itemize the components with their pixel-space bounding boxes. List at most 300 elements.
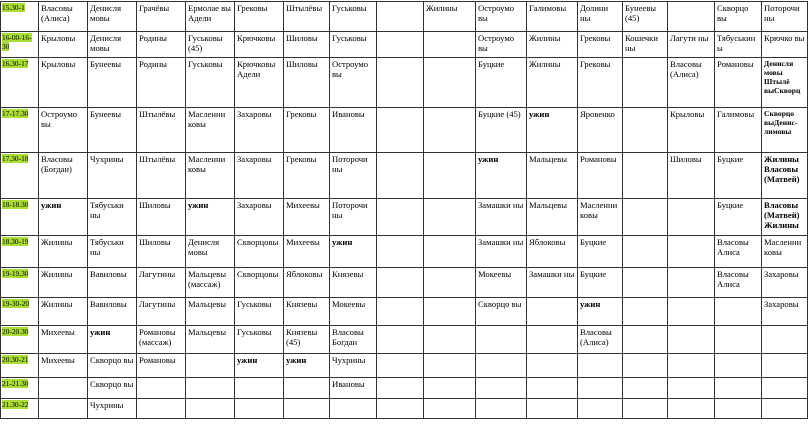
- table-cell[interactable]: [762, 378, 808, 399]
- table-cell[interactable]: [424, 326, 476, 354]
- table-cell[interactable]: [330, 298, 377, 326]
- time-slot-label: 20.30-21: [2, 355, 29, 364]
- cell-text: Лагути ны: [670, 33, 709, 43]
- cell-text: Яровенко: [580, 109, 615, 119]
- table-cell[interactable]: [578, 298, 623, 326]
- table-cell[interactable]: [476, 298, 527, 326]
- time-slot-label: 19-30-20: [2, 299, 30, 308]
- table-cell[interactable]: [137, 354, 186, 378]
- table-cell[interactable]: [284, 378, 330, 399]
- cell-text: Поторочи ны: [332, 200, 368, 220]
- time-slot-cell[interactable]: [1, 236, 39, 268]
- cell-text: Остроумо вы: [41, 109, 78, 129]
- table-cell[interactable]: [235, 32, 284, 58]
- table-cell[interactable]: [330, 2, 377, 32]
- table-cell[interactable]: [424, 399, 476, 419]
- table-cell[interactable]: [186, 399, 235, 419]
- table-cell[interactable]: [88, 354, 137, 378]
- table-cell[interactable]: [137, 2, 186, 32]
- table-cell[interactable]: [623, 32, 668, 58]
- time-slot-label: 21.30-22: [2, 400, 29, 409]
- time-slot-cell[interactable]: [1, 153, 39, 199]
- table-cell[interactable]: [39, 153, 88, 199]
- table-cell[interactable]: [284, 2, 330, 32]
- table-cell[interactable]: [715, 58, 762, 108]
- table-cell[interactable]: [476, 199, 527, 236]
- table-cell[interactable]: [623, 326, 668, 354]
- table-cell[interactable]: [39, 2, 88, 32]
- table-cell[interactable]: [88, 326, 137, 354]
- table-cell[interactable]: [137, 58, 186, 108]
- cell-text: Гуськовы: [237, 299, 272, 309]
- table-cell[interactable]: [235, 378, 284, 399]
- table-cell[interactable]: [762, 153, 808, 199]
- table-cell[interactable]: [284, 199, 330, 236]
- table-cell[interactable]: [377, 399, 424, 419]
- cell-text: Замашки ны: [478, 200, 524, 210]
- table-cell[interactable]: [527, 298, 578, 326]
- time-slot-cell[interactable]: [1, 199, 39, 236]
- cell-text: Вавиловы: [90, 299, 127, 309]
- table-cell[interactable]: [668, 58, 715, 108]
- table-cell[interactable]: [623, 268, 668, 298]
- table-cell[interactable]: [330, 32, 377, 58]
- table-cell[interactable]: [762, 326, 808, 354]
- table-cell[interactable]: [377, 268, 424, 298]
- table-cell[interactable]: [578, 378, 623, 399]
- table-cell[interactable]: [578, 236, 623, 268]
- table-cell[interactable]: [527, 354, 578, 378]
- table-cell[interactable]: [668, 108, 715, 153]
- table-cell[interactable]: [137, 153, 186, 199]
- table-cell[interactable]: [88, 236, 137, 268]
- cell-text: Гуськовы: [237, 327, 272, 337]
- cell-text: Шиловы: [286, 59, 318, 69]
- table-cell[interactable]: [476, 2, 527, 32]
- table-cell[interactable]: [762, 108, 808, 153]
- table-cell[interactable]: [527, 326, 578, 354]
- table-cell[interactable]: [330, 153, 377, 199]
- table-cell[interactable]: [623, 2, 668, 32]
- table-cell[interactable]: [623, 108, 668, 153]
- table-cell[interactable]: [668, 378, 715, 399]
- cell-text: Буцкие: [580, 269, 607, 279]
- table-cell[interactable]: [235, 153, 284, 199]
- cell-text: Ивановы: [332, 109, 365, 119]
- cell-text: Жилины: [41, 269, 73, 279]
- table-cell[interactable]: [578, 153, 623, 199]
- table-cell[interactable]: [284, 268, 330, 298]
- table-cell[interactable]: [424, 32, 476, 58]
- table-cell[interactable]: [715, 326, 762, 354]
- table-cell[interactable]: [330, 399, 377, 419]
- table-cell[interactable]: [284, 58, 330, 108]
- table-cell[interactable]: [39, 236, 88, 268]
- table-cell[interactable]: [762, 2, 808, 32]
- table-cell[interactable]: [330, 199, 377, 236]
- time-slot-cell[interactable]: [1, 2, 39, 32]
- table-cell[interactable]: [330, 108, 377, 153]
- cell-text: Романовы (массаж): [139, 327, 176, 347]
- table-cell[interactable]: [377, 32, 424, 58]
- table-cell[interactable]: [476, 32, 527, 58]
- table-cell[interactable]: [284, 298, 330, 326]
- table-cell[interactable]: [715, 298, 762, 326]
- table-cell[interactable]: [284, 354, 330, 378]
- table-cell[interactable]: [186, 32, 235, 58]
- table-cell[interactable]: [424, 236, 476, 268]
- cell-text: Долини ны: [580, 3, 609, 23]
- table-cell[interactable]: [39, 199, 88, 236]
- table-cell[interactable]: [235, 58, 284, 108]
- table-cell[interactable]: [623, 399, 668, 419]
- cell-text: Жилины: [41, 237, 73, 247]
- schedule-table: [0, 1, 808, 419]
- table-cell[interactable]: [330, 326, 377, 354]
- table-cell[interactable]: [424, 58, 476, 108]
- time-slot-cell[interactable]: [1, 58, 39, 108]
- table-cell[interactable]: [88, 399, 137, 419]
- cell-text: Бунеевы: [90, 109, 122, 119]
- cell-text: Мальцевы: [188, 299, 226, 309]
- table-cell[interactable]: [186, 354, 235, 378]
- table-cell[interactable]: [186, 2, 235, 32]
- cell-text: Буцкие: [717, 200, 744, 210]
- table-cell[interactable]: [668, 2, 715, 32]
- table-cell[interactable]: [330, 268, 377, 298]
- table-cell[interactable]: [137, 399, 186, 419]
- table-cell[interactable]: [137, 32, 186, 58]
- cell-text: Крыловы: [41, 33, 76, 43]
- table-cell[interactable]: [715, 153, 762, 199]
- table-cell[interactable]: [424, 153, 476, 199]
- table-cell[interactable]: [39, 298, 88, 326]
- cell-text: ужин: [580, 299, 601, 309]
- cell-text: Поторочи ны: [332, 154, 368, 174]
- table-cell[interactable]: [623, 153, 668, 199]
- cell-text: Гуськовы: [332, 3, 367, 13]
- table-cell[interactable]: [715, 399, 762, 419]
- table-cell[interactable]: [527, 236, 578, 268]
- table-cell[interactable]: [235, 298, 284, 326]
- table-cell[interactable]: [186, 378, 235, 399]
- cell-text: Мальцевы: [188, 327, 226, 337]
- table-cell[interactable]: [235, 354, 284, 378]
- table-cell[interactable]: [137, 326, 186, 354]
- table-cell[interactable]: [137, 378, 186, 399]
- table-cell[interactable]: [39, 32, 88, 58]
- table-cell[interactable]: [623, 298, 668, 326]
- table-row: [1, 153, 808, 199]
- table-cell[interactable]: [668, 298, 715, 326]
- cell-text: Жилины Власовы (Матвей): [764, 154, 800, 184]
- table-cell[interactable]: [668, 268, 715, 298]
- table-cell[interactable]: [186, 108, 235, 153]
- table-cell[interactable]: [330, 58, 377, 108]
- table-cell[interactable]: [762, 354, 808, 378]
- cell-text: Мальцевы (массаж): [188, 269, 226, 289]
- table-cell[interactable]: [715, 378, 762, 399]
- table-cell[interactable]: [668, 326, 715, 354]
- table-cell[interactable]: [762, 268, 808, 298]
- table-cell[interactable]: [668, 399, 715, 419]
- table-cell[interactable]: [235, 268, 284, 298]
- table-cell[interactable]: [762, 199, 808, 236]
- table-cell[interactable]: [424, 354, 476, 378]
- cell-text: Князевы (45): [286, 327, 318, 347]
- table-cell[interactable]: [476, 108, 527, 153]
- cell-text: Мокеевы: [332, 299, 366, 309]
- cell-text: Князевы: [332, 269, 364, 279]
- cell-text: Штылёвы: [139, 154, 176, 164]
- table-cell[interactable]: [377, 298, 424, 326]
- table-cell[interactable]: [88, 153, 137, 199]
- table-cell[interactable]: [424, 298, 476, 326]
- table-cell[interactable]: [284, 32, 330, 58]
- table-cell[interactable]: [39, 399, 88, 419]
- table-cell[interactable]: [527, 399, 578, 419]
- time-slot-cell[interactable]: [1, 298, 39, 326]
- table-cell[interactable]: [476, 399, 527, 419]
- time-slot-cell[interactable]: [1, 326, 39, 354]
- table-cell[interactable]: [88, 108, 137, 153]
- table-cell[interactable]: [377, 354, 424, 378]
- cell-text: Крючко вы: [764, 33, 805, 43]
- table-row: [1, 32, 808, 58]
- table-cell[interactable]: [235, 326, 284, 354]
- cell-text: Масленни ковы: [188, 109, 226, 129]
- table-cell[interactable]: [578, 58, 623, 108]
- table-cell[interactable]: [623, 354, 668, 378]
- table-cell[interactable]: [424, 199, 476, 236]
- table-cell[interactable]: [578, 354, 623, 378]
- table-cell[interactable]: [578, 108, 623, 153]
- table-cell[interactable]: [668, 199, 715, 236]
- table-cell[interactable]: [668, 32, 715, 58]
- table-cell[interactable]: [235, 108, 284, 153]
- table-cell[interactable]: [377, 378, 424, 399]
- table-cell[interactable]: [137, 236, 186, 268]
- cell-text: Денисля мовы Штылё выСкворц: [764, 59, 801, 95]
- table-cell[interactable]: [476, 354, 527, 378]
- cell-text: Замашки ны: [529, 269, 575, 279]
- table-cell[interactable]: [330, 236, 377, 268]
- table-cell[interactable]: [186, 58, 235, 108]
- table-row: [1, 378, 808, 399]
- table-cell[interactable]: [476, 378, 527, 399]
- cell-text: Мальцевы: [529, 200, 567, 210]
- cell-text: Шиловы: [670, 154, 702, 164]
- table-row: [1, 399, 808, 419]
- table-cell[interactable]: [235, 199, 284, 236]
- cell-text: Грековы: [580, 59, 611, 69]
- table-cell[interactable]: [284, 153, 330, 199]
- table-cell[interactable]: [88, 268, 137, 298]
- cell-text: Кошечки ны: [625, 33, 658, 53]
- time-slot-label: 18.30-19: [2, 237, 29, 246]
- table-cell[interactable]: [39, 58, 88, 108]
- table-cell[interactable]: [527, 268, 578, 298]
- table-cell[interactable]: [476, 326, 527, 354]
- table-cell[interactable]: [715, 236, 762, 268]
- table-cell[interactable]: [762, 236, 808, 268]
- table-cell[interactable]: [186, 236, 235, 268]
- table-row: [1, 2, 808, 32]
- table-cell[interactable]: [623, 378, 668, 399]
- table-cell[interactable]: [284, 108, 330, 153]
- cell-text: Грачёвы: [139, 3, 170, 13]
- table-cell[interactable]: [330, 378, 377, 399]
- table-cell[interactable]: [578, 2, 623, 32]
- table-cell[interactable]: [668, 236, 715, 268]
- table-cell[interactable]: [476, 153, 527, 199]
- table-cell[interactable]: [377, 236, 424, 268]
- table-cell[interactable]: [137, 199, 186, 236]
- cell-text: Бунеевы: [90, 59, 122, 69]
- table-cell[interactable]: [424, 268, 476, 298]
- table-cell[interactable]: [527, 199, 578, 236]
- table-cell[interactable]: [623, 199, 668, 236]
- cell-text: Крючковы: [237, 33, 276, 43]
- table-cell[interactable]: [39, 326, 88, 354]
- table-cell[interactable]: [527, 2, 578, 32]
- cell-text: Романовы: [580, 154, 617, 164]
- table-cell[interactable]: [668, 354, 715, 378]
- time-slot-label: 21-21.30: [2, 379, 29, 388]
- cell-text: Крыловы: [670, 109, 705, 119]
- table-cell[interactable]: [715, 2, 762, 32]
- table-cell[interactable]: [186, 153, 235, 199]
- table-cell[interactable]: [424, 2, 476, 32]
- cell-text: Гуськовы: [332, 33, 367, 43]
- time-slot-cell[interactable]: [1, 108, 39, 153]
- cell-text: Шиловы: [139, 200, 171, 210]
- cell-text: Шиловы: [286, 33, 318, 43]
- table-cell[interactable]: [623, 58, 668, 108]
- table-cell[interactable]: [715, 199, 762, 236]
- table-cell[interactable]: [476, 58, 527, 108]
- table-cell[interactable]: [623, 236, 668, 268]
- table-cell[interactable]: [578, 199, 623, 236]
- table-cell[interactable]: [377, 108, 424, 153]
- cell-text: Князевы: [286, 299, 318, 309]
- table-cell[interactable]: [137, 268, 186, 298]
- table-cell[interactable]: [527, 153, 578, 199]
- table-cell[interactable]: [137, 298, 186, 326]
- cell-text: Власовы (Богдан): [41, 154, 73, 174]
- table-cell[interactable]: [186, 298, 235, 326]
- cell-text: Гуськовы (45): [188, 33, 223, 53]
- table-cell[interactable]: [88, 378, 137, 399]
- table-cell[interactable]: [424, 378, 476, 399]
- table-cell[interactable]: [527, 378, 578, 399]
- table-cell[interactable]: [527, 32, 578, 58]
- table-cell[interactable]: [39, 108, 88, 153]
- table-cell[interactable]: [88, 199, 137, 236]
- table-cell[interactable]: [668, 153, 715, 199]
- table-cell[interactable]: [88, 32, 137, 58]
- table-cell[interactable]: [235, 236, 284, 268]
- table-cell[interactable]: [476, 268, 527, 298]
- cell-text: Штылёвы: [139, 109, 176, 119]
- table-cell[interactable]: [762, 32, 808, 58]
- time-slot-cell[interactable]: [1, 399, 39, 419]
- table-cell[interactable]: [715, 108, 762, 153]
- table-cell[interactable]: [762, 399, 808, 419]
- cell-text: Яблоковы: [286, 269, 323, 279]
- table-cell[interactable]: [377, 2, 424, 32]
- table-cell[interactable]: [137, 108, 186, 153]
- table-cell[interactable]: [186, 268, 235, 298]
- table-cell[interactable]: [88, 298, 137, 326]
- cell-text: Скворцовы: [237, 237, 279, 247]
- cell-text: ужин: [286, 355, 307, 365]
- table-cell[interactable]: [330, 354, 377, 378]
- cell-text: Власовы Богдан: [332, 327, 364, 347]
- cell-text: Буцкие: [717, 154, 744, 164]
- table-cell[interactable]: [284, 236, 330, 268]
- table-cell[interactable]: [476, 236, 527, 268]
- cell-text: Штылёвы: [286, 3, 323, 13]
- table-cell[interactable]: [578, 399, 623, 419]
- table-row: [1, 298, 808, 326]
- table-cell[interactable]: [186, 199, 235, 236]
- cell-text: Остроумо вы: [478, 3, 515, 23]
- table-cell[interactable]: [235, 399, 284, 419]
- time-slot-cell[interactable]: [1, 378, 39, 399]
- table-cell[interactable]: [578, 32, 623, 58]
- table-cell[interactable]: [284, 399, 330, 419]
- table-cell[interactable]: [715, 268, 762, 298]
- table-cell[interactable]: [88, 58, 137, 108]
- table-cell[interactable]: [377, 153, 424, 199]
- table-cell[interactable]: [578, 326, 623, 354]
- table-cell[interactable]: [578, 268, 623, 298]
- table-cell[interactable]: [377, 326, 424, 354]
- table-cell[interactable]: [762, 298, 808, 326]
- time-slot-cell[interactable]: [1, 268, 39, 298]
- table-cell[interactable]: [715, 354, 762, 378]
- cell-text: Мальцевы: [529, 154, 567, 164]
- cell-text: Гуськовы: [188, 59, 223, 69]
- cell-text: Галимовы: [529, 3, 567, 13]
- table-cell[interactable]: [527, 108, 578, 153]
- table-cell[interactable]: [39, 354, 88, 378]
- table-cell[interactable]: [186, 326, 235, 354]
- table-cell[interactable]: [377, 58, 424, 108]
- table-cell[interactable]: [527, 58, 578, 108]
- table-cell[interactable]: [377, 199, 424, 236]
- time-slot-cell[interactable]: [1, 32, 39, 58]
- table-cell[interactable]: [39, 268, 88, 298]
- cell-text: Тябуськи ны: [90, 200, 124, 220]
- table-cell[interactable]: [424, 108, 476, 153]
- table-cell[interactable]: [762, 58, 808, 108]
- cell-text: Скворцо вы: [90, 355, 134, 365]
- table-cell[interactable]: [39, 378, 88, 399]
- cell-text: Захаровы: [237, 154, 272, 164]
- cell-text: Чухрины: [332, 355, 366, 365]
- cell-text: Буцкие (45): [478, 109, 521, 119]
- table-cell[interactable]: [715, 32, 762, 58]
- cell-text: Буцкие: [580, 237, 607, 247]
- table-cell[interactable]: [284, 326, 330, 354]
- time-slot-label: 16-00-16-30: [2, 33, 32, 51]
- cell-text: Власовы (Матвей) Жилины: [764, 200, 800, 230]
- time-slot-cell[interactable]: [1, 354, 39, 378]
- table-cell[interactable]: [88, 2, 137, 32]
- table-cell[interactable]: [235, 2, 284, 32]
